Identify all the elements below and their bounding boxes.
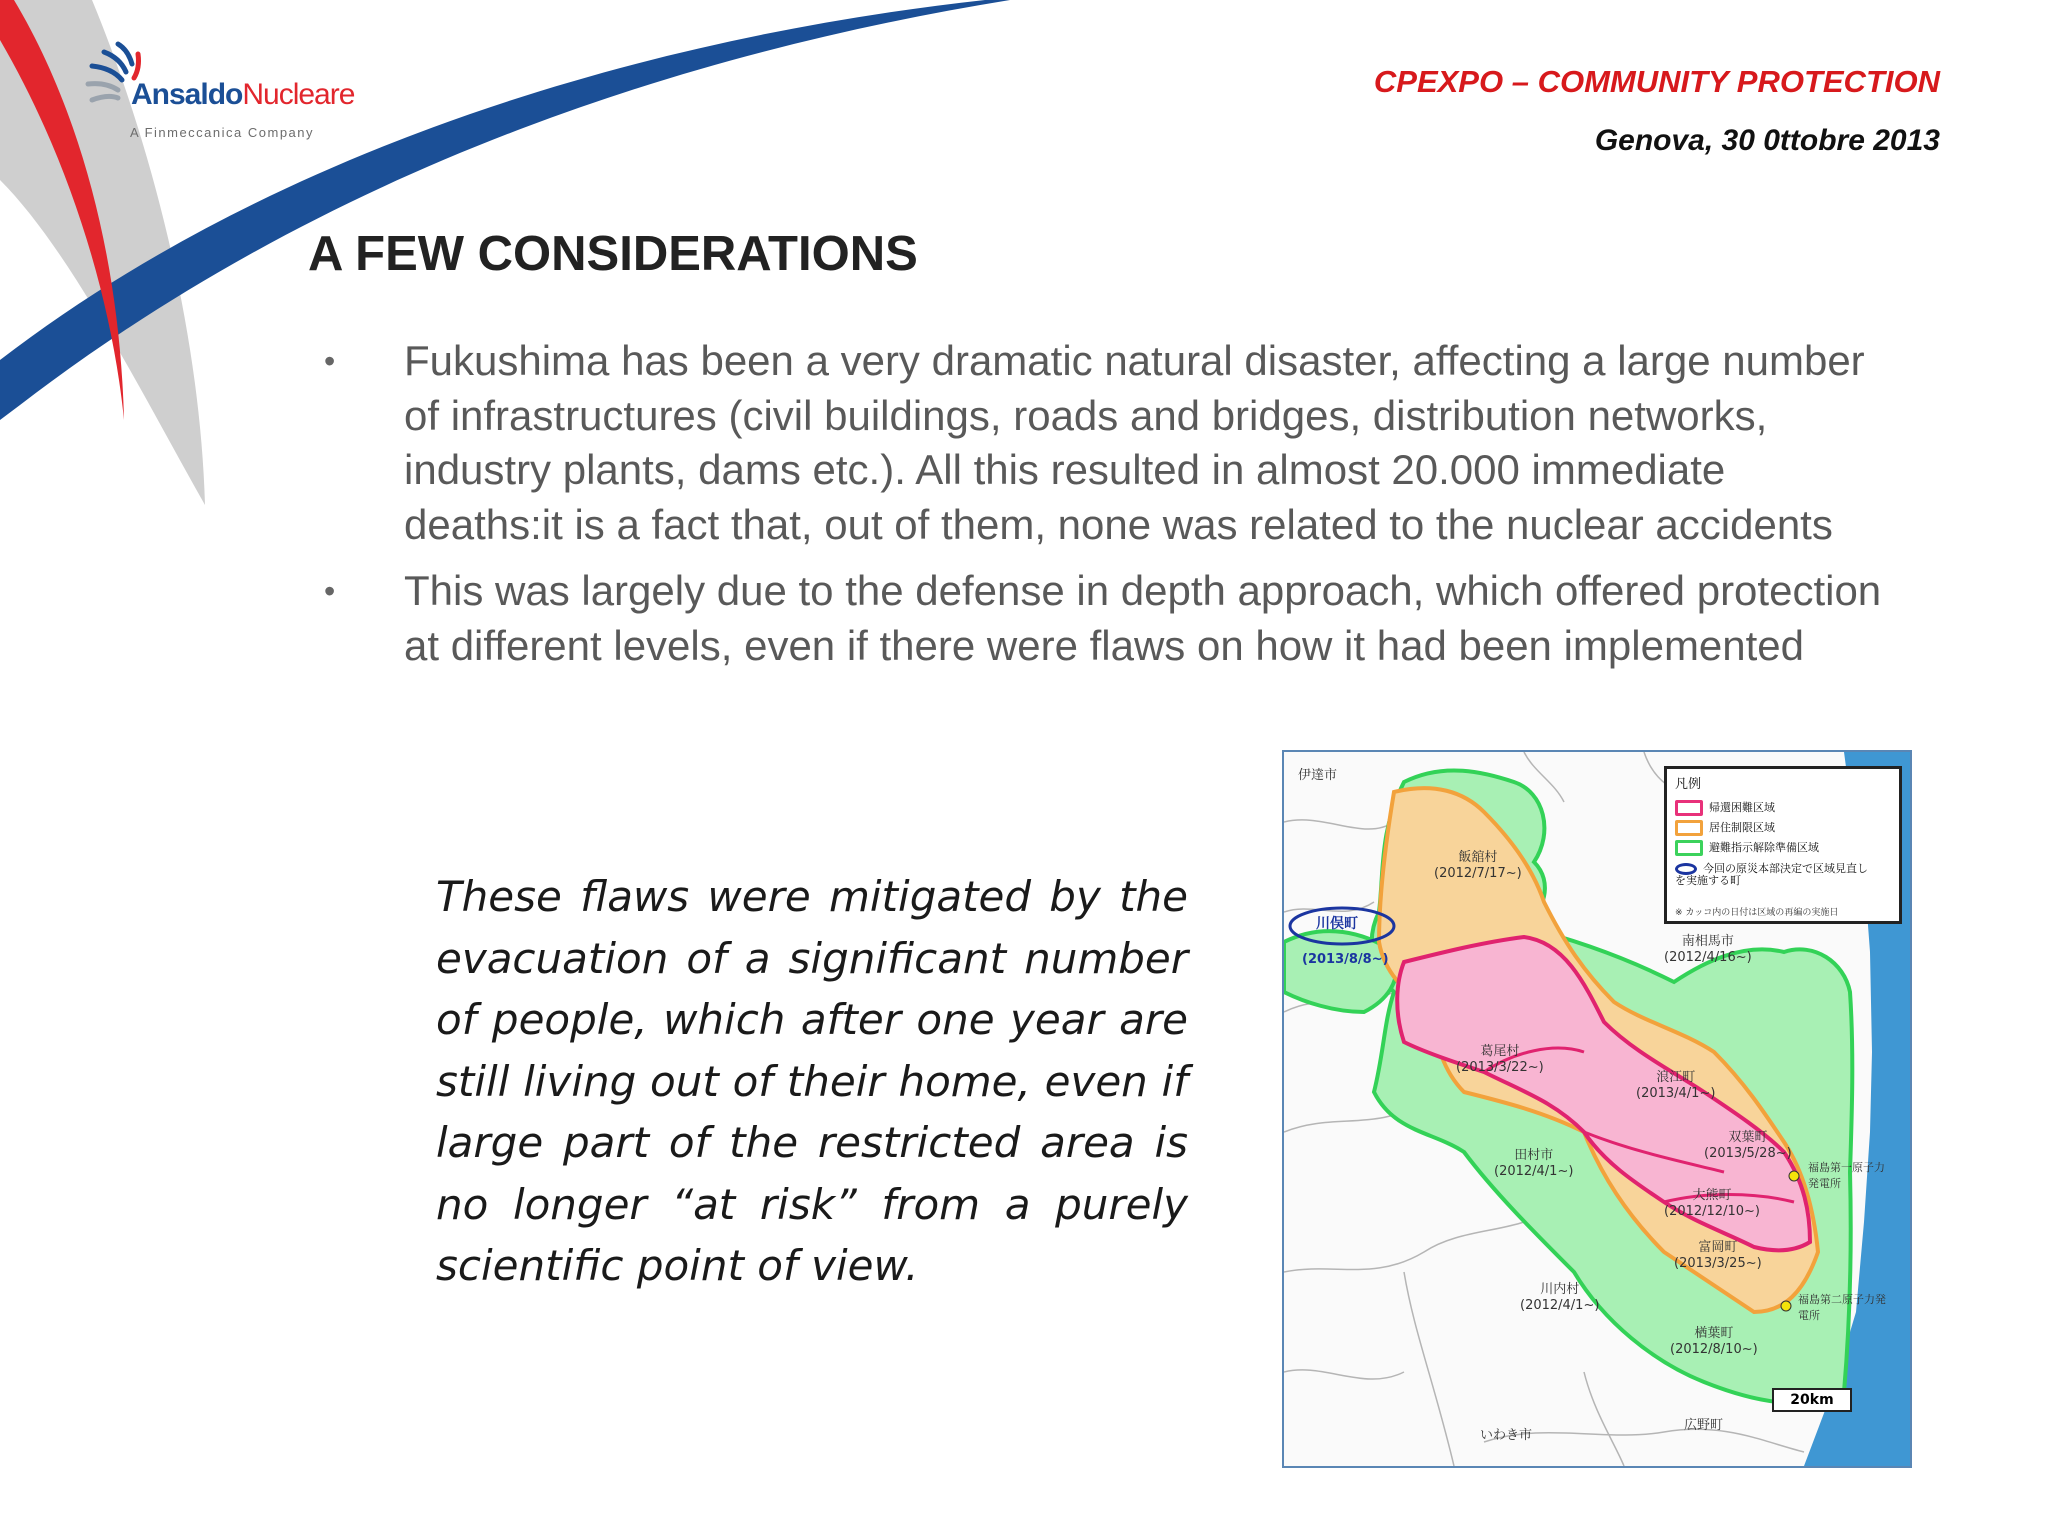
label-date-city: 伊達市 [1298,768,1338,783]
label-kawauchi-date: (2012/4/1~) [1520,1298,1600,1313]
bullet-list [320,334,1890,685]
brand-name-part2: Nucleare [242,78,355,111]
label-namie [1636,1070,1715,1102]
label-tamura [1494,1148,1573,1180]
label-naraha-date: (2012/8/10~) [1670,1342,1758,1357]
map-scale: 20km [1772,1388,1852,1412]
label-kawauchi-name: 川内村 [1540,1282,1580,1297]
label-minamisoma-name: 南相馬市 [1681,934,1734,949]
label-iwaki: いわき市 [1480,1428,1533,1443]
label-futaba [1704,1130,1792,1162]
label-tomioka-date: (2013/3/25~) [1674,1256,1762,1271]
legend-title: 凡例 [1675,777,1702,792]
brand-name [131,78,354,112]
label-katsurao [1456,1044,1544,1076]
legend-item [1675,819,1775,835]
legend-label: 今回の原災本部決定で区域見直しを実施する町 [1675,862,1868,887]
label-hirono: 広野町 [1684,1418,1724,1433]
legend-item [1675,799,1775,815]
legend-swatch-green [1675,840,1703,856]
bullet-icon: • [324,573,336,609]
label-okuma [1664,1188,1760,1220]
legend-footnote: ※ カッコ内の日付は区域の再編の実施日 [1675,908,1839,918]
label-plant2: 福島第二原子力発電所 [1798,1293,1886,1322]
label-plant1: 福島第一原子力発電所 [1808,1161,1885,1190]
label-minamisoma [1664,934,1752,966]
legend-swatch-pink [1675,800,1703,816]
label-naraha [1670,1326,1758,1358]
label-kawamata: 川俣町 [1316,916,1358,932]
legend-label: 居住制限区域 [1709,821,1775,834]
plant2-marker [1781,1301,1791,1311]
label-futaba-date: (2013/5/28~) [1704,1146,1792,1161]
label-tamura-name: 田村市 [1514,1148,1554,1163]
legend-item [1675,839,1819,855]
label-iitate-name: 飯舘村 [1458,850,1498,865]
legend-label: 帰還困難区域 [1709,801,1775,814]
label-namie-date: (2013/4/1~) [1636,1086,1716,1101]
label-okuma-date: (2012/12/10~) [1664,1204,1760,1219]
evacuation-note: These flaws were mitigated by the evacuation of a significant number of people, which after one year are still living out of their home, even if large part of the restricted area is no longer “at risk” from a purely scientific point of view. [436,872,1188,1290]
label-kawamata-date: (2013/8/8~) [1302,952,1389,967]
label-iitate-date: (2012/7/17~) [1434,866,1522,881]
bullet-text: Fukushima has been a very dramatic natural disaster, affecting a large number of infrastructures (civil buildings, roads and bridges, distribution networks, industry plants, dams etc.). All this resulted in almost 20.000 immediate deaths:it is a fact that, out of them, none was related to the nuclear accidents [404,337,1865,548]
brand-name-part1: Ansaldo [131,78,243,111]
evacuation-zone-map [1282,750,1912,1468]
event-date: Genova, 30 0ttobre 2013 [1594,124,1940,157]
legend-label: 避難指示解除準備区域 [1709,841,1819,854]
bullet-item [320,334,1890,552]
label-futaba-name: 双葉町 [1728,1130,1768,1145]
legend-swatch-orange [1675,820,1703,836]
label-iitate [1434,850,1522,882]
label-minamisoma-date: (2012/4/16~) [1664,950,1752,965]
bullet-text: This was largely due to the defense in depth approach, which offered protection at different levels, even if there were flaws on how it had been implemented [404,567,1882,669]
slide-title: A FEW CONSIDERATIONS [308,227,918,281]
label-katsurao-date: (2013/3/22~) [1456,1060,1544,1075]
label-tamura-date: (2012/4/1~) [1494,1164,1574,1179]
event-title: CPEXPO – COMMUNITY PROTECTION [1373,64,1940,99]
label-namie-name: 浪江町 [1656,1070,1696,1085]
label-naraha-name: 楢葉町 [1694,1326,1734,1341]
label-okuma-name: 大熊町 [1692,1188,1732,1203]
label-tomioka [1674,1240,1762,1272]
legend-item [1675,862,1875,887]
plant1-marker [1789,1171,1799,1181]
brand-tagline: A Finmeccanica Company [130,125,315,140]
label-katsurao-name: 葛尾村 [1480,1044,1520,1059]
bullet-item [320,564,1890,673]
bullet-icon: • [324,343,336,379]
map-legend [1664,766,1902,924]
label-kawauchi [1520,1282,1599,1314]
label-tomioka-name: 富岡町 [1698,1240,1738,1255]
